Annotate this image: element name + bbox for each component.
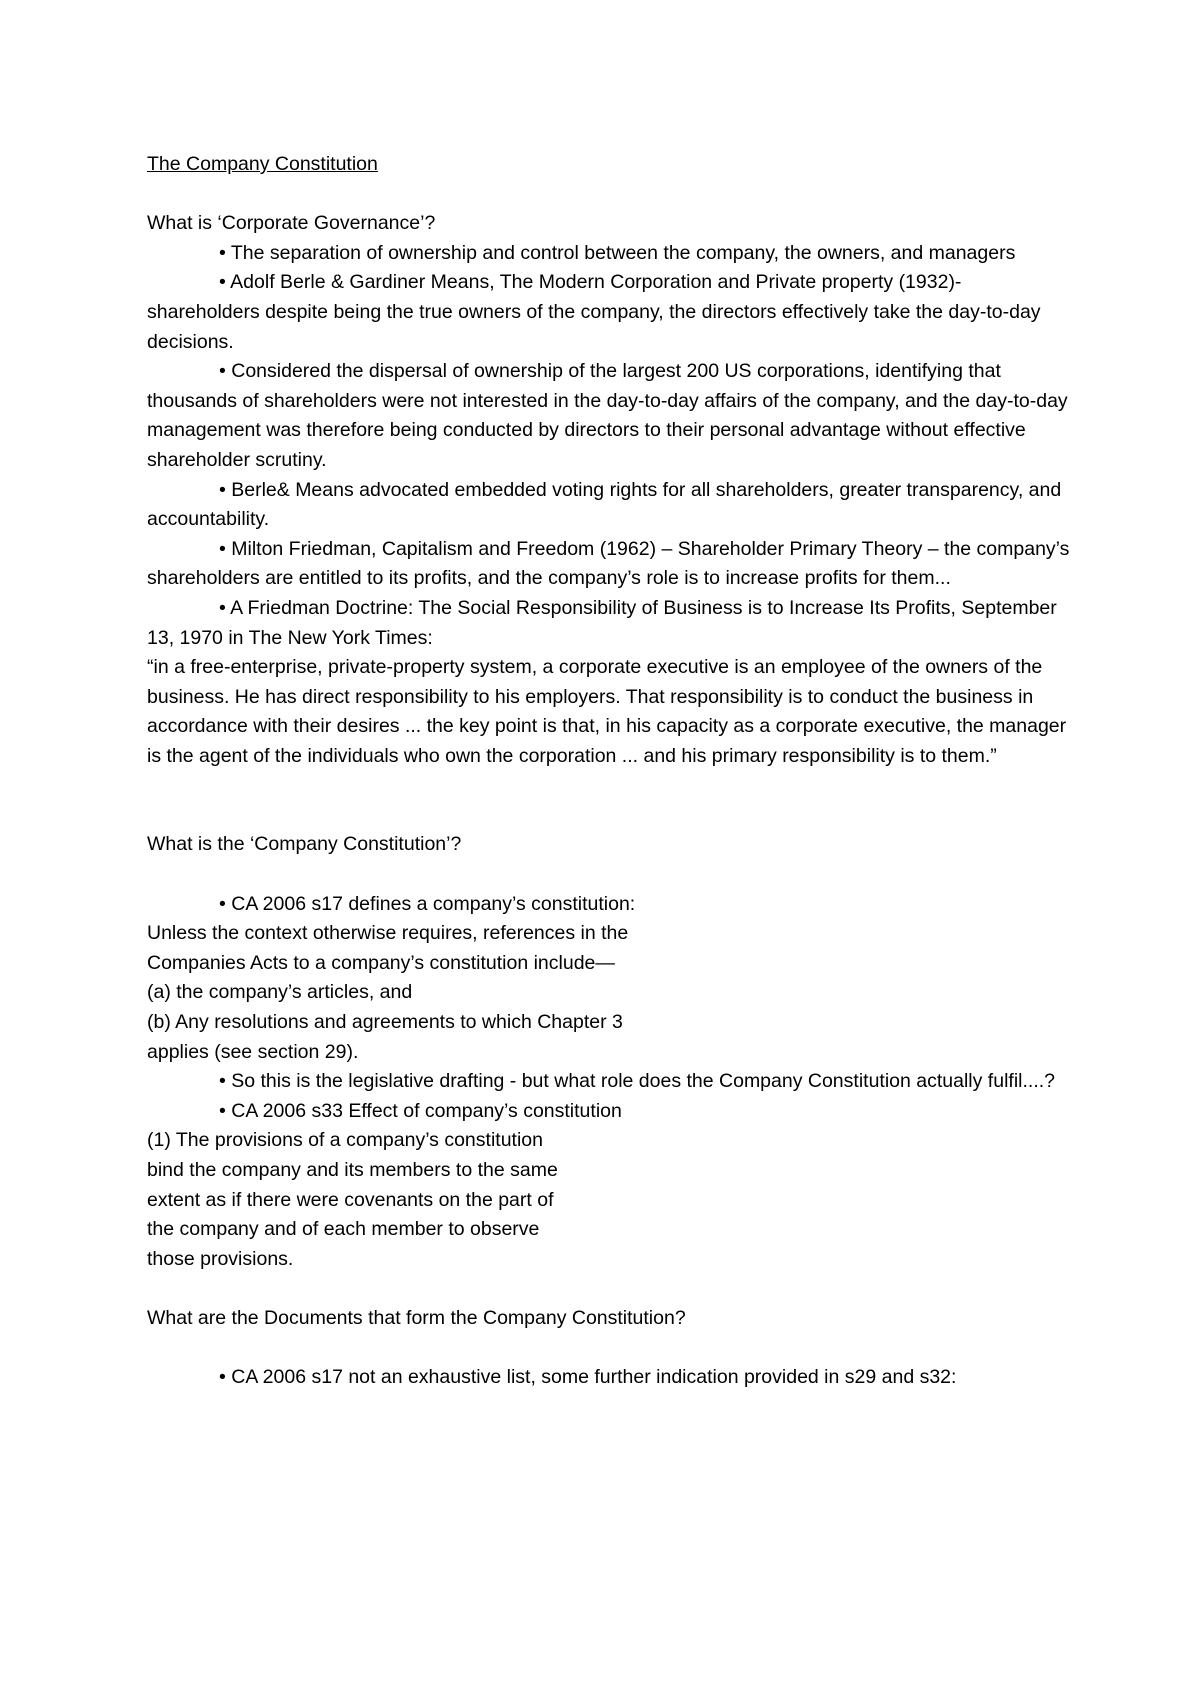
bullet-paragraph: • CA 2006 s17 defines a company’s constitution: xyxy=(219,892,636,915)
bullet-paragraph: • The separation of ownership and control between the company, the owners, and managers xyxy=(219,241,1016,264)
section-heading-company-constitution: What is the ‘Company Constitution’? xyxy=(147,833,462,856)
statute-line: Unless the context otherwise requires, references in the xyxy=(147,922,629,945)
bullet-paragraph: • Adolf Berle & Gardiner Means, The Modern Corporation and Private property (1932)- shareholders despite being the true owners of the company, the directors effectively take the day-to-day decisions. xyxy=(147,271,1041,353)
spacer xyxy=(147,180,1072,210)
statute-line: (a) the company’s articles, and xyxy=(147,981,413,1004)
section-heading-corporate-governance: What is ‘Corporate Governance’? xyxy=(147,212,436,235)
bullet-paragraph: • Considered the dispersal of ownership of the largest 200 US corporations, identifying that thousands of shareholders were not interested in the day-to-day affairs of the company, and the day-to-day management was therefore being conducted by directors to their personal advantage without effective shareholder scrutiny. xyxy=(147,360,1068,471)
spacer xyxy=(147,860,1072,890)
bullet-paragraph: • Milton Friedman, Capitalism and Freedom (1962) – Shareholder Primary Theory – the company’s shareholders are entitled to its profits, and the company’s role is to increase profits for them... xyxy=(147,537,1070,590)
section-heading-constitution-documents: What are the Documents that form the Company Constitution? xyxy=(147,1306,686,1329)
statute-line: (1) The provisions of a company’s constitution xyxy=(147,1129,543,1152)
friedman-quote: “in a free-enterprise, private-property system, a corporate executive is an employee of the owners of the business. He has direct responsibility to his employers. That responsibility is to conduct the business in accordance with their desires ... the key point is that, in his capacity as a corporate executive, the manager is the agent of the individuals who own the corporation ... and his primary responsibility is to them.” xyxy=(147,656,1067,767)
statute-line: the company and of each member to observe xyxy=(147,1218,540,1241)
statute-line: bind the company and its members to the same xyxy=(147,1159,558,1181)
bullet-paragraph: • So this is the legislative drafting - but what role does the Company Constitution actually fulfil....? xyxy=(219,1070,1056,1093)
statute-line: extent as if there were covenants on the part of xyxy=(147,1188,554,1211)
statute-line: applies (see section 29). xyxy=(147,1040,359,1063)
statute-line: Companies Acts to a company’s constitution include— xyxy=(147,951,615,974)
bullet-paragraph: • Berle& Means advocated embedded voting rights for all shareholders, greater transparency, and accountability. xyxy=(147,478,1062,531)
spacer xyxy=(147,771,1072,830)
spacer xyxy=(147,1274,1072,1304)
statute-line: those provisions. xyxy=(147,1247,294,1270)
spacer xyxy=(147,1334,1072,1364)
bullet-paragraph: • CA 2006 s33 Effect of company’s constitution xyxy=(219,1099,622,1122)
statute-extract-s33 xyxy=(147,1126,687,1274)
document-page xyxy=(147,150,1072,1393)
statute-line: (b) Any resolutions and agreements to which Chapter 3 xyxy=(147,1011,623,1034)
bullet-paragraph: • CA 2006 s17 not an exhaustive list, some further indication provided in s29 and s32: xyxy=(219,1366,957,1389)
statute-extract-s17 xyxy=(147,919,687,1067)
page-title: The Company Constitution xyxy=(147,153,378,175)
bullet-paragraph: • A Friedman Doctrine: The Social Responsibility of Business is to Increase Its Profits, September 13, 1970 in The New York Times: xyxy=(147,596,1057,649)
